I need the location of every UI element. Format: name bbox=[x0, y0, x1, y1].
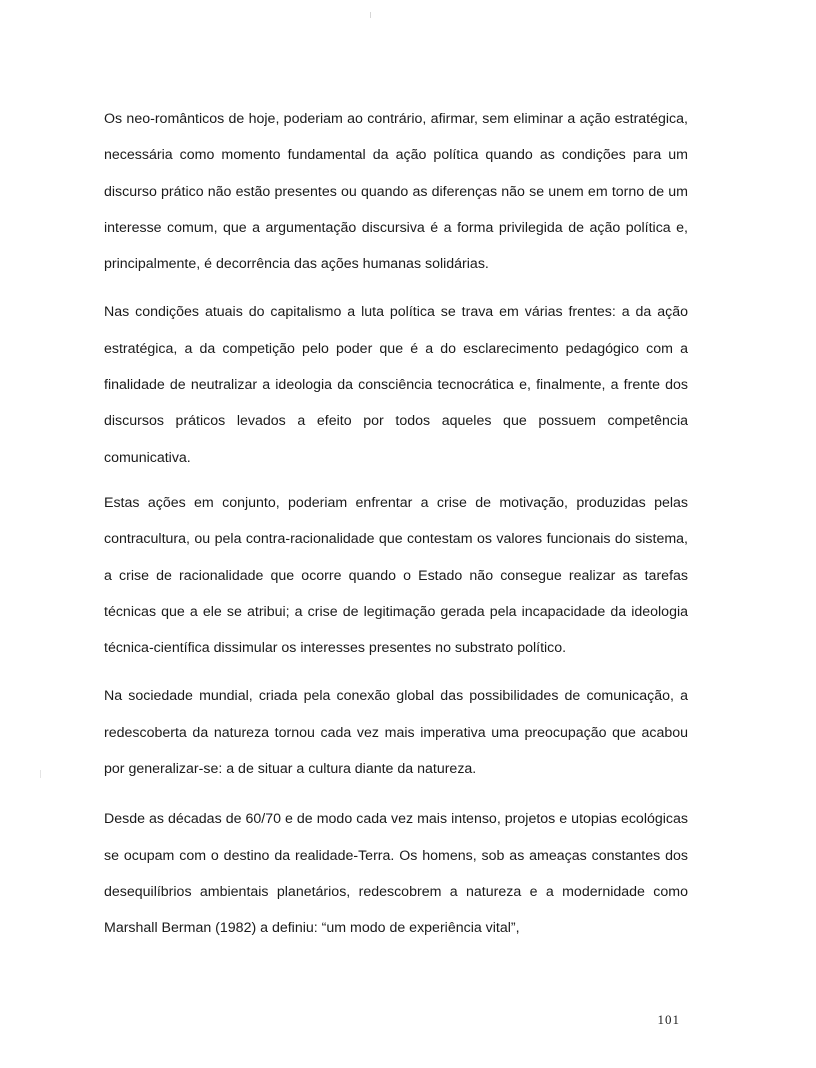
paragraph: Desde as décadas de 60/70 e de modo cada vez mais intenso, projetos e utopias ecológicas se ocupam com o destino da realidade-Terra. Os homens, sob as ameaças constantes dos desequilíbrios ambientais planetários, redescobrem a natureza e a modernidade como Marshall Berman (1982) a definiu: “um modo de experiência vital”, bbox=[104, 811, 688, 937]
paragraph: Os neo-românticos de hoje, poderiam ao contrário, afirmar, sem eliminar a ação estratégica, necessária como momento fundamental da ação política quando as condições para um discurso prático não estão presentes ou quando as diferenças não se unem em torno de um interesse comum, que a argumentação discursiva é a forma privilegida de ação política e, principalmente, é decorrência das ações humanas solidárias. bbox=[104, 111, 688, 273]
paragraph: Na sociedade mundial, criada pela conexão global das possibilidades de comunicação, a redescoberta da natureza tornou cada vez mais imperativa uma preocupação que acabou por generalizar-se: a de situar a cultura diante da natureza. bbox=[104, 688, 688, 778]
scan-artifact bbox=[370, 12, 371, 18]
paragraph: Estas ações em conjunto, poderiam enfrentar a crise de motivação, produzidas pelas contracultura, ou pela contra-racionalidade que contestam os valores funcionais do sistema, a crise de racionalidade que ocorre quando o Estado não consegue realizar as tarefas técnicas que a ele se atribui; a crise de legitimação gerada pela incapacidade da ideologia técnica-científica dissimular os interesses presentes no substrato político. bbox=[104, 494, 688, 657]
page-number: 101 bbox=[657, 1012, 680, 1027]
body-text bbox=[104, 101, 688, 959]
scan-artifact bbox=[40, 770, 41, 778]
paragraph: Nas condições atuais do capitalismo a luta política se trava em várias frentes: a da ação estratégica, a da competição pelo poder que é a do esclarecimento pedagógico com a finalidade de neutralizar a ideologia da consciência tecnocrática e, finalmente, a frente dos discursos práticos levados a efeito por todos aqueles que possuem competência comunicativa. bbox=[104, 304, 688, 466]
